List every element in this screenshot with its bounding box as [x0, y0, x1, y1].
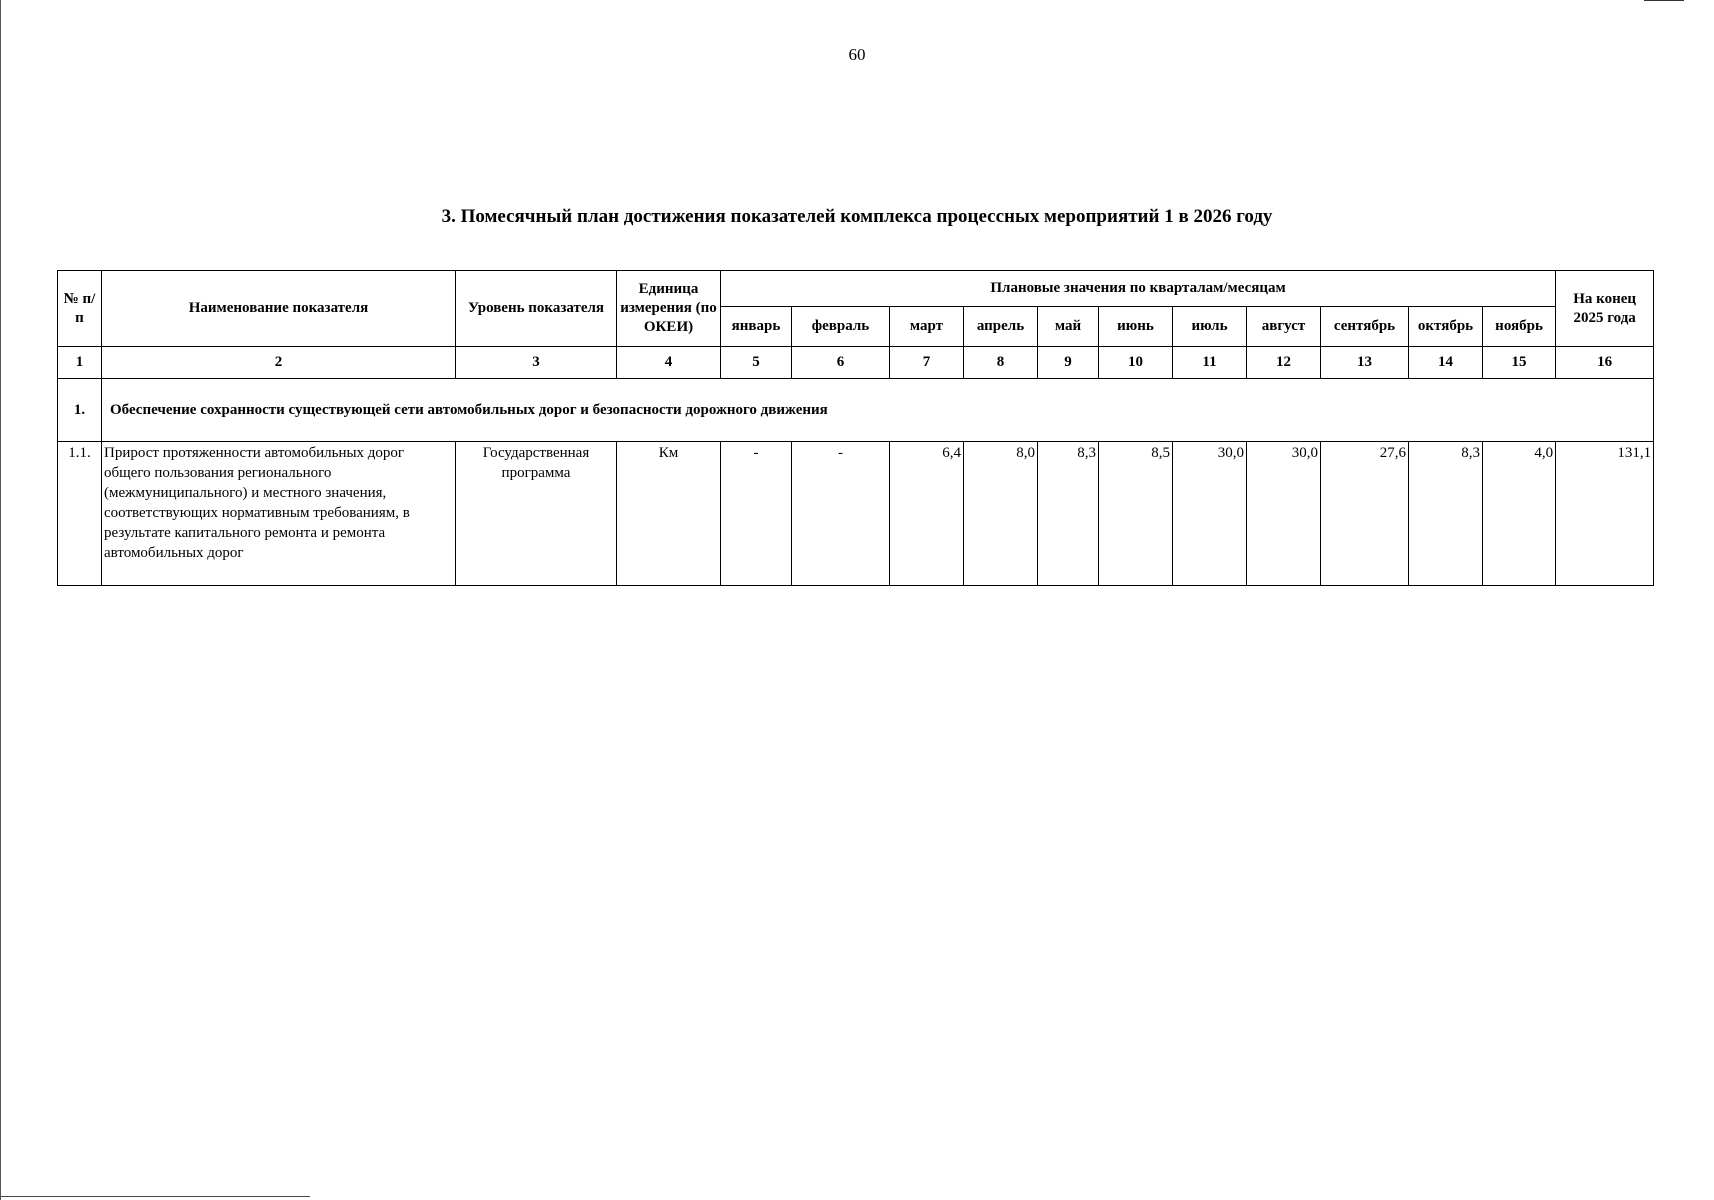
column-number: 14 — [1409, 347, 1483, 379]
value-september: 27,6 — [1321, 442, 1409, 586]
column-number: 1 — [58, 347, 102, 379]
value-march: 6,4 — [890, 442, 964, 586]
column-number: 9 — [1038, 347, 1099, 379]
document-title: 3. Помесячный план достижения показателей комплекса процессных мероприятий 1 в 2026 году — [441, 206, 1273, 227]
value-end-of-year: 131,1 — [1556, 442, 1654, 586]
column-numbers-row — [58, 347, 1654, 379]
column-number: 15 — [1483, 347, 1556, 379]
header-month-november: ноябрь — [1483, 307, 1556, 347]
value-june: 8,5 — [1099, 442, 1173, 586]
value-october: 8,3 — [1409, 442, 1483, 586]
table-header-row — [58, 271, 1654, 307]
column-number: 4 — [617, 347, 721, 379]
indicator-level: Государственная программа — [456, 442, 617, 586]
header-indicator-level: Уровень показателя — [456, 271, 617, 347]
column-number: 11 — [1173, 347, 1247, 379]
value-november: 4,0 — [1483, 442, 1556, 586]
scan-edge-left — [0, 0, 1, 1200]
column-number: 5 — [721, 347, 792, 379]
value-may: 8,3 — [1038, 442, 1099, 586]
header-month-september: сентябрь — [1321, 307, 1409, 347]
section-row — [58, 379, 1654, 442]
table-row — [58, 442, 1654, 586]
column-number: 13 — [1321, 347, 1409, 379]
scan-edge-bottom — [0, 1196, 310, 1197]
column-number: 12 — [1247, 347, 1321, 379]
header-unit: Единица измерения (по ОКЕИ) — [617, 271, 721, 347]
value-april: 8,0 — [964, 442, 1038, 586]
column-number: 3 — [456, 347, 617, 379]
header-month-june: июнь — [1099, 307, 1173, 347]
header-indicator-name: Наименование показателя — [102, 271, 456, 347]
header-month-january: январь — [721, 307, 792, 347]
column-number: 2 — [102, 347, 456, 379]
header-month-august: август — [1247, 307, 1321, 347]
section-title: Обеспечение сохранности существующей сети автомобильных дорог и безопасности дорожного движения — [102, 379, 1654, 442]
header-month-april: апрель — [964, 307, 1038, 347]
section-number: 1. — [58, 379, 102, 442]
indicator-name: Прирост протяженности автомобильных дорог общего пользования регионального (межмуниципального) и местного значения, соответствующих нормативным требованиям, в результате капитального ремонта и ремонта автомобильных дорог — [102, 442, 456, 586]
header-end-of-year: На конец 2025 года — [1556, 271, 1654, 347]
scan-edge-top — [1644, 0, 1684, 1]
value-july: 30,0 — [1173, 442, 1247, 586]
header-planned-values: Плановые значения по кварталам/месяцам — [721, 271, 1556, 307]
header-month-february: февраль — [792, 307, 890, 347]
column-number: 7 — [890, 347, 964, 379]
value-august: 30,0 — [1247, 442, 1321, 586]
header-num: № п/п — [58, 271, 102, 347]
column-number: 8 — [964, 347, 1038, 379]
value-february: - — [792, 442, 890, 586]
monthly-plan-table — [57, 270, 1654, 586]
indicator-unit: Км — [617, 442, 721, 586]
column-number: 16 — [1556, 347, 1654, 379]
header-month-may: май — [1038, 307, 1099, 347]
column-number: 10 — [1099, 347, 1173, 379]
header-month-october: октябрь — [1409, 307, 1483, 347]
header-month-july: июль — [1173, 307, 1247, 347]
page-number: 60 — [848, 45, 866, 64]
column-number: 6 — [792, 347, 890, 379]
row-number: 1.1. — [58, 442, 102, 586]
header-month-march: март — [890, 307, 964, 347]
value-january: - — [721, 442, 792, 586]
